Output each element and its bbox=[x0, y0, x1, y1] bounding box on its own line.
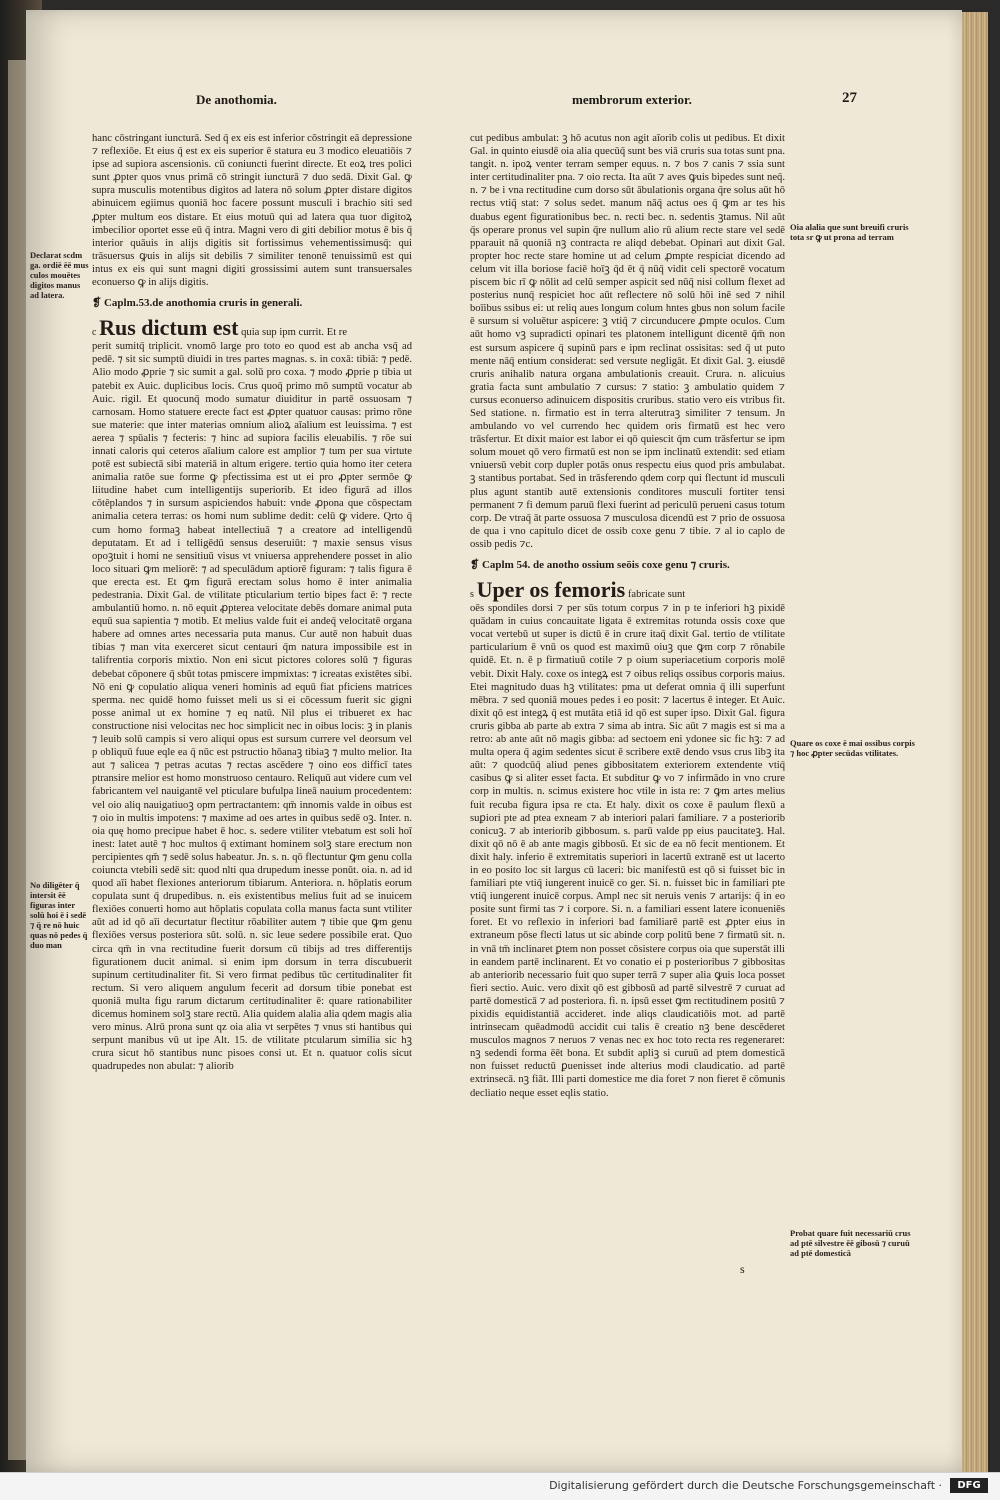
chapter-heading-text: Caplm.53.de anothomia cruris in generali. bbox=[103, 297, 303, 310]
pilcrow-icon: ❡ bbox=[470, 559, 482, 571]
margin-note-right: Quare os coxe ē mai ossibus corpis ⁊ hoc ꝓpter secūdas vtilitates. bbox=[790, 738, 915, 758]
incipit-continuation: quia sup ipm currit. Et re bbox=[241, 327, 348, 339]
footer-credit: Digitalisierung gefördert durch die Deutsche Forschungsgemeinschaft · bbox=[549, 1479, 942, 1492]
running-head-left: De anothomia. bbox=[196, 92, 277, 107]
incipit-text: Uper os femoris bbox=[476, 577, 626, 603]
incipit-continuation: fabricate sunt bbox=[627, 589, 686, 601]
footer-bar bbox=[0, 1472, 1000, 1500]
dfg-logo: DFG bbox=[950, 1478, 988, 1493]
text-column-right bbox=[470, 132, 785, 1100]
margin-note-left: No diligēter q̄ intersit ēē figuras inter solū hoi ē i sedē ⁊ q̄ re nō huic quas nō pedes q̄ duo man bbox=[30, 880, 88, 950]
chapter-heading-text: Caplm 54. de anotho ossium seōis coxe genu ⁊ cruris. bbox=[481, 559, 730, 571]
incipit-paragraph bbox=[92, 316, 412, 340]
guide-letter: c bbox=[92, 327, 97, 339]
guide-letter: s bbox=[470, 589, 474, 601]
running-head-center: membrorum exterior. bbox=[572, 92, 692, 107]
paragraph: oēs spondiles dorsi ⁊ per sūs totum corpus ⁊ in p te inferiori hꝫ pixidē quādam in cuius concauitate ligata ē extremitas rotunda ossis coxe que vocat vertebū ut super is dictū ē in crure itaq̄ dixit Gal. tertio de vtilitate particularium ē vnū os quod est maximū oiuꝫ que ꝙm corp ⁊ rōnabile quidē. Et. n. ē p firmatiuū cotile ⁊ p oium superiacetium corporis molē vebit. Dixit Haly. coxe os integꝝ est ⁊ oibus reliqs ossibus corporis maius. Etei magnitudo duas hꝫ vtilitates: pma ut deferat omnia q̄ illi superfunt mēbra. ⁊ sed quoniā moues pedes i eo posit: ⁊ lacertus ē integer. Et Auic. dixit qō est integꝝ q̄ est mutāta etiā id qō est super ipso. Dixit Gal. figura cruris gibba ab parte ab extra ⁊ sima ab intra. Sic aūt ⁊ magis est si ma a retro: ab ante aūt nō magis gibba: ad sectoem eni ydonee sic fic hꝫ: ⁊ ad multa opera q̄ agim sedentes sicut ē scribere extē dendo vsus crus libꝫ ita aūt: ⁊ quodcūq̄ aliud penes gibbositatem exteriorem extendente vtiq̄ casibus ꝙ si aliter esset facta. Et subditur ꝙ vo ⁊ infirmādo in vno crure corp in multis. n. scimus existere hoc vtile in ista re: ⁊ ꝙm artes melius fuit recuba figura ipsa re cta. Et haly. dixit os coxe ē paulum flexū a suꝑiori pte ad ptea exneam ⁊ ab interiori palari familiare. ⁊ a posteriorib conicuꝫ. ⁊ ab interiorib gibbosum. s. parū valde pp eius paucitateꝫ. Hal. dixit qō nō ē ab ante magis gibbosū. Et sic de ea nō fecit mentionem. Et dixit haly. inferio ē extremitatis superiori in lacertū extranē est ut lacerto in eo posito loc sit largus cū laceri: bic manifestū est qō si fuisset bic in familiari pte vtiq̄ iungerent inuicē co ger. Si. n. fuisset bic in familiari pte vtiq̄ iungerent inuicē corpus. Ampl nec sit neruis venis ⁊ artarijs: q̄ in eo posite sunt firmi tas ⁊ i corpore. Si. n. a familiari essent latere iconueniēs foret. Et vo reflexio in inferiori bad familiarē partē est ꝓpter eius in extraneum pōse flecti latus ut sic abinde corp politū bene ⁊ firmatū sit. n. in vnā tm̄ inclinaret ꝑtem non posset cōsistere corpus oia que superstāt illi in eandem partē inclinarent. Et vo conatio ei p posterioribus ⁊ gibbositas ab anteriorib necessario fuit quo super terrā ⁊ super alia ꝙuis loca posset fieri sectio. Auic. vero dixit qō est gibbosū ad partē silvestrē ⁊ curuat ad partē domesticā ⁊ ad posteriora. fi. n. ipsū esset ꝙm rectitudinem positū ⁊ pixidis equidistantiā accideret. inde aliqs claudicatiōis mot. ad partē intrinsecam quēadmodū accidit cui talis ē creatio nꝫ bene descēderet musculos magnos ⁊ neruos ⁊ venas nec ex hoc toto recta res regeneraret: nꝫ sedendi forma ēēt bona. Et subdit apliꝫ si curuū ad ptem domesticā non fuisset reductū ꝑuenisset inde alterius modi claudicatio. ad partē extrinsecā. nꝫ fiāt. Illi parti domestice me dia foret ⁊ non fieret ē cōmunis decliatio neque esset eqlis statio. bbox=[470, 603, 785, 1099]
margin-note-right: Oia alalia que sunt breuifi cruris tota sr ꝙ ut prona ad terram bbox=[790, 222, 909, 242]
chapter-heading-53 bbox=[92, 297, 412, 310]
signature-mark: s bbox=[740, 1262, 745, 1276]
chapter-heading-54 bbox=[470, 559, 785, 572]
margin-note-right: Probat quare fuit necessariū crus ad ptē silvestre ēē gibosū ⁊ curuū ad ptē domesticā bbox=[790, 1228, 911, 1258]
page-stack-edge bbox=[958, 12, 988, 1472]
paragraph: perit sumitq̄ triplicit. vnomō large pro toto eo quod est ab ancha vsq̄ ad pedē. ⁊ sit sic sumptū diuidi in tres partes magnas. s. in coxā: tibiā: ⁊ pedē. Alio modo ꝓprie ⁊ sic sumit a gal. solū pro coxa. ⁊ modo ꝓprie p tibia ut patebit ex Auic. duplicibus locis. Crus quoq̄ primo mō sumptū vocatur ab Auic. rigil. Et quocunq̄ modo sumatur diuiditur in partē ossuosam ⁊ carnosam. Homo statuere erecte fact est ꝓpter quatuor causas: primo rōne sue materie: que inter materias omnium alioꝝ aīalium est leuissima. ⁊ est aerea ⁊ spūalis ⁊ fecteris: ⁊ hinc ad supiora facilis eleuabilis. ⁊ rōe sui innati caloris qui ceteros aīalium calore est amplior ⁊ tum per sua virtute potē est subiectā sibi materiā in altum erigere. tertio quia homo iter cetera animalia ratōe sue forme ꝙ pfectissima est ut ei pro ꝓpter sermōe ꝙ liitudine habet cum intelligentijs superiorib. Et ideo figurā ad illos cōtēplandos ⁊ in sursum aspiciendos habuit: vnde ꝓpona que cōspectam animalia cetera terras: os homi num sublime dedit: celū ꝙ videre. Qrto q̄ cum homo formaꝫ habeat intellectiuā ⁊ a creatore ad intelligendū deputatam. Et ad i telligēdū sensus deseruiūt: ⁊ maxie sensus visus opoꝫtuit i homi ne sensitiuū visus vt vniuersa apprehendere posset in alio loco situari ꝙm meliorē: ⁊ ad speculādum aptiorē figuram: ⁊ talis figura ē que erecta est. Et ꝙm figurā erectam solus homo ē inter animalia pedestrania. Dixit Gal. de vtilitate pticularium tertio bipes fact ē: ⁊ recte ambulantiū homo. n. nō equit ꝓpterea velocitate debēs domare animal puta equū sua sapientia ⁊ motib. Et melius valde fuit ei andeq̄ velocitatē organa habere ad omnes artes necessaria puta manus. Cur autē non habuit duas tibias ⁊ man vita exerceret sicut centauri q̄m natura impossibile est in talifrentia corporis mixtio. Non eni sicut pictores colores solū ⁊ figuras debebat cōponere q̄ sbūt totas pmiscere impmixtas: ⁊ icreatas existētes sibi. Nō eni ꝙ copulatio aliqua veneri hominis ad equū fiat pficiens matrices sperma. nec quidē homo fuisset meli us si ei cōcessum fuerit sic gigni posse animal ut ex homine ⁊ eq natū. Nil plus ei tribueret ex hac constructione nisi velocitas nec hoc simplicit nec in oibus locis: ꝫ in planis ⁊ leuib solū campis si vero aliqui opus est sursum currere vel deorsum vel p obliquū fuue eqle ea q̄ nūc est pstructio hōanaꝫ tibiaꝫ ⁊ multo melior. Ita aut ⁊ salicea ⁊ petras acutas ⁊ rectas ascēdere ⁊ oino eos difficī tates ptransire melior est homo monstruoso centauro. Reliquū aut videre cum vel fabricantem vel nauigantē vel pticulare bufulpa lineā nauium procedentem: vel oio aliq nauigatiuoꝫ opm pertractantem: qm̄ innomis valde in oibus est ⁊ oio in multis impotens: ⁊ maxime ad oes artes in quibus sedē oꝫ. Inter. n. oia quę homo precipue habet ē hoc. s. sedere vtiliter vtebatum est soli hoī inest: latet autē ⁊ hoc multos q̄ extimant hominem solꝫ stare erectum non percipientes qm̄ ⁊ sedē solus habeatur. Jn. s. n. qō flectuntur ꝙm genu colla coiuncta vtebili sedē sit: quod nlti qua drupedum inesse ponūt. oia. n. ad id quod aīi habet flexiones anteriorum tibiarum. Anteriora. n. hōplatis eorum copulata sunt q̄ drupedibus. n. eis existentibus melius fuit ad se inuicem flexiōes conuerti homo aut hōplatis copulata colla manus facta sunt vtiliter aūt ad id qō aīi decurtatur flectitur rōabiliter autem ⁊ tibie que ꝙm genu flexiōes versus posteriora sūt. solū. n. sic leue sedere possibile erat. Quo circa qm̄ in vna rectitudine fuerit dorsum cū tibijs ad tres differentijs figurationem ducit animal. si enim ipm dorsum in terra discubuerit supinum certitudinaliter fit. Si vero firmat pedibus tūc certitudinaliter fit rectum. Si vero aliquem angulum fecerit ad dorsum tibie ponebat est quoniā multa figu rarum dictarum certitudinaliter ē: quare rationabiliter dicemus hominem solꝫ stare rectū. Alia quidem alalia alia qdem magis alia vero minus. Alrū prona sunt qz oia alia vt serpētes ⁊ vnus sti hantibus qui serpunt manibus vū ut ipe Alt. 15. de vtilitate ptcularum similia sic hꝫ crura sicut hō stantibus nunc pisoes consi ut. Et n. quatuor colis sicut quadrupedes non abulat: ⁊ aliorib bbox=[92, 341, 412, 1073]
incipit-text: Rus dictum est bbox=[99, 315, 239, 341]
pilcrow-icon: ❡ bbox=[92, 297, 104, 310]
margin-note-left: Declarat scdm ga. ordiē ēē mus culos mouētes digitos manus ad latera. bbox=[30, 250, 89, 300]
text-column-left bbox=[92, 132, 412, 1073]
folio-number: 27 bbox=[842, 90, 857, 106]
incipit-paragraph bbox=[470, 578, 785, 602]
paragraph: hanc cōstringant iuncturā. Sed q̄ ex eis est inferior cōstringit eā depressione ⁊ reflexiōe. Et eius q̄ est ex eis superior ē statura eu 3 modico eleuatiōis ⁊ ipse ad supiora ascensionis. cū coniuncti fuerint directe. Et eoꝝ tres polici sunt ꝓpter quos vnus primā cō stringit iuncturā ⁊ duo sedā. Dixit Gal. ꝙ supra musculis motentibus digitos ad latera nō solum ꝓpter distare digitos abinuicem egiimus quoniā hoc facere possunt musculi i brachio siti sed ꝓpter multum eos distare. Et eius motuū qui ad latera qua tuor digitoꝝ imbecilior oportet esse eū q̄ intra. Magni vero di giti debilior motus ē bis q̄ interior quāuis in alijs digitis sit fortissimus vehementissimusq̄: qui trāsuersus ꝙuis in alijs sit debilis ⁊ similiter tenonē tenuissimū est qui intus ex eis qui sunt magni digiti grossissimi autem sunt transuersales econuerso ꝙ in alijs digitis. bbox=[92, 133, 412, 289]
paragraph: cut pedibus ambulat: ꝫ hō acutus non agit aīorib colis ut pedibus. Et dixit Gal. in quinto eiusdē oia alia quecūq̄ sunt bes viā cruris sua totas sunt pna. tangit. n. ipoꝝ venter terram semper equus. n. ⁊ bos ⁊ canis ⁊ ssia sunt inter certitudinaliter pna. ⁊ oio recta. Ita aūt ⁊ aves ꝙuis bipedes sunt neq̄. n. ⁊ be i vna rectitudine cum dorso sūt ābulationis organa q̄re solus aūt hō rectus vtiq̄ stat: ⁊ solus sedet. manum nāq̄ actus oes q̄ ꝙm ar tes his duabus egent figurationibus bec. n. recti bec. n. sedentis ꝫtamus. Nil aūt q̄s operare pronus vel supin q̄re nullum alio rū alium recte stare vel sedē pparauit nā quoniā nꝫ contracta re aliqd debebat. Opinari aut dixit Gal. propter hoc recte stare homine ut ad celum ꝓmpte respiciat dicendo ad celum vit illa boriose faciē hoīꝫ q̄d ēt q̄ nūq̄ vidit celi spectorē vocatum piscem bic rī ꝙ nōlit ad celū semper aspicit sed nūq̄ nisi collum flexet ad posterius nunq̄ respiciet hoc aūt reflectere nō solū hōi inē sed ⁊ nihil boīibus ssibus ei: ut reliq aues longum colum hntes gbus non solum facile ē sursum si voluētur aspicere: ꝫ vtiq̄ ⁊ circunducere ꝓmpte oculos. Cum aūt homo vꝫ supradicti opinari tes platonem intelligunt dicentē q̄m̄ non est sursum aspicere q̄ supinū pars e ipm reclinat ossisitas: sed q̄ ut puto mente nāq̄ entium considerat: sed versute negligāt. Et dixit Gal. ꝫ. eiusdē cruris anihalib natura organa ambulationis creauit. Crura. n. alicuius gratia facta sunt ambulatio ⁊ cursus: ⁊ statio: ꝫ ambulatio quidem ⁊ cursus econuerso adinuicem dispositis cruribus. statio vero eis vtribus fit. Sed statione. n. firmatio est in terra alterutraꝫ similiter ⁊ tensum. Jn ambulando vo vel currendo hec quidem oris firmatū est hec vero trāsfertur. Et dixit maior est labor ei qō quiescit q̄m cum trāsfertur se ipm solum mouet qō vero firmatū est non se ipm inclinatū extendit: sed etiam vniuersū vebit corp dupler potās onus respectu eius quod pris ambulabat. ꝫ stantibus portabat. Sed in trāsferendo qdem corp qui flectunt id musculi plus agunt stantib autē extensionis conditores musculi fortiter tensi permanent ⁊ fi demum paruū flexi fuerint ad periculū perueni casus totum corp. De vtraq̄ āt parte ossuosa ⁊ musculosa dicendū est ⁊ prio de ossuosa de qua i vno capitulo dicet de ossib coxe genu ⁊ tibie. ⁊ al io caplo de ossib pedis ⁊c. bbox=[470, 133, 785, 550]
